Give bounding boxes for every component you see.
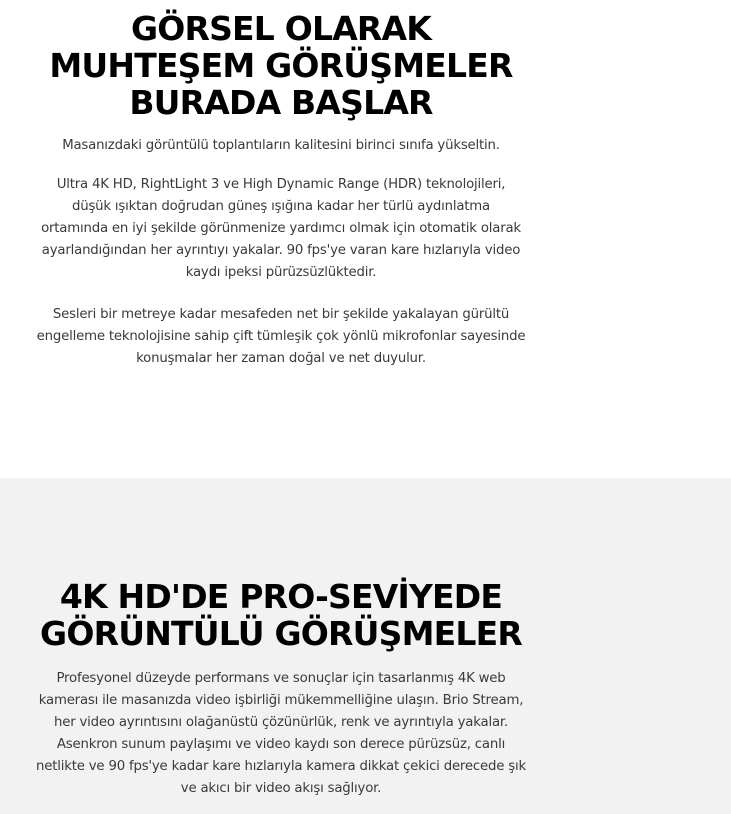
paragraph-line: ortamında en iyi şekilde görünmenize yardımcı olmak için otomatik olarak [41,221,521,236]
feature-content [0,10,562,370]
heading-line: GÖRSEL OLARAK [130,9,432,48]
paragraph-line: kamerası ile masanızda video işbirliği mükemmelliğine ulaşın. Brio Stream, [38,693,524,708]
camera-paragraph [0,174,562,284]
paragraph-line: ayarlandığından her ayrıntıyı yakalar. 90 fps'ye varan kare hızlarıyla video [41,243,521,258]
paragraph-line: netlikte ve 90 fps'ye kadar kare hızlarıyla kamera dikkat çekici derecede şık [36,759,526,774]
paragraph-line: Masanızdaki görüntülü toplantıların kalitesini birinci sınıfa yükseltin. [62,138,500,153]
paragraph-line: Ultra 4K HD, RightLight 3 ve High Dynamic Range (HDR) teknolojileri, [56,177,506,192]
paragraph-line: her video ayrıntısını olağanüstü çözünürlük, renk ve ayrıntıyla yakalar. [54,715,508,730]
paragraph-line: kaydı ipeksi pürüzsüzlüktedir. [185,265,377,280]
description-paragraph [0,668,562,800]
paragraph-line: düşük ışıktan doğrudan güneş ışığına kadar her türlü aydınlatma [71,199,490,214]
paragraph-line: ve akıcı bir video akışı sağlıyor. [180,781,382,796]
paragraph-line: engelleme teknolojisine sahip çift tümleşik çok yönlü mikrofonlar sayesinde [36,329,526,344]
section-heading [0,10,562,121]
heading-line: GÖRÜNTÜLÜ GÖRÜŞMELER [40,614,522,653]
paragraph-line: konuşmalar her zaman doğal ve net duyulur. [136,351,426,366]
microphone-paragraph [0,304,562,370]
paragraph-line: Profesyonel düzeyde performans ve sonuçlar için tasarlanmış 4K web [56,671,506,686]
heading-line: 4K HD'DE PRO-SEVİYEDE [59,577,503,616]
paragraph-line: Asenkron sunum paylaşımı ve video kaydı son derece pürüzsüz, canlı [56,737,506,752]
heading-line: MUHTEŞEM GÖRÜŞMELER [49,46,513,85]
heading-line: BURADA BAŞLAR [129,83,433,122]
section-heading [0,578,562,652]
paragraph-line: Sesleri bir metreye kadar mesafeden net bir şekilde yakalayan gürültü [52,307,510,322]
intro-paragraph [0,135,562,157]
feature-content [0,578,562,800]
feature-section-4k-pro [0,478,731,814]
